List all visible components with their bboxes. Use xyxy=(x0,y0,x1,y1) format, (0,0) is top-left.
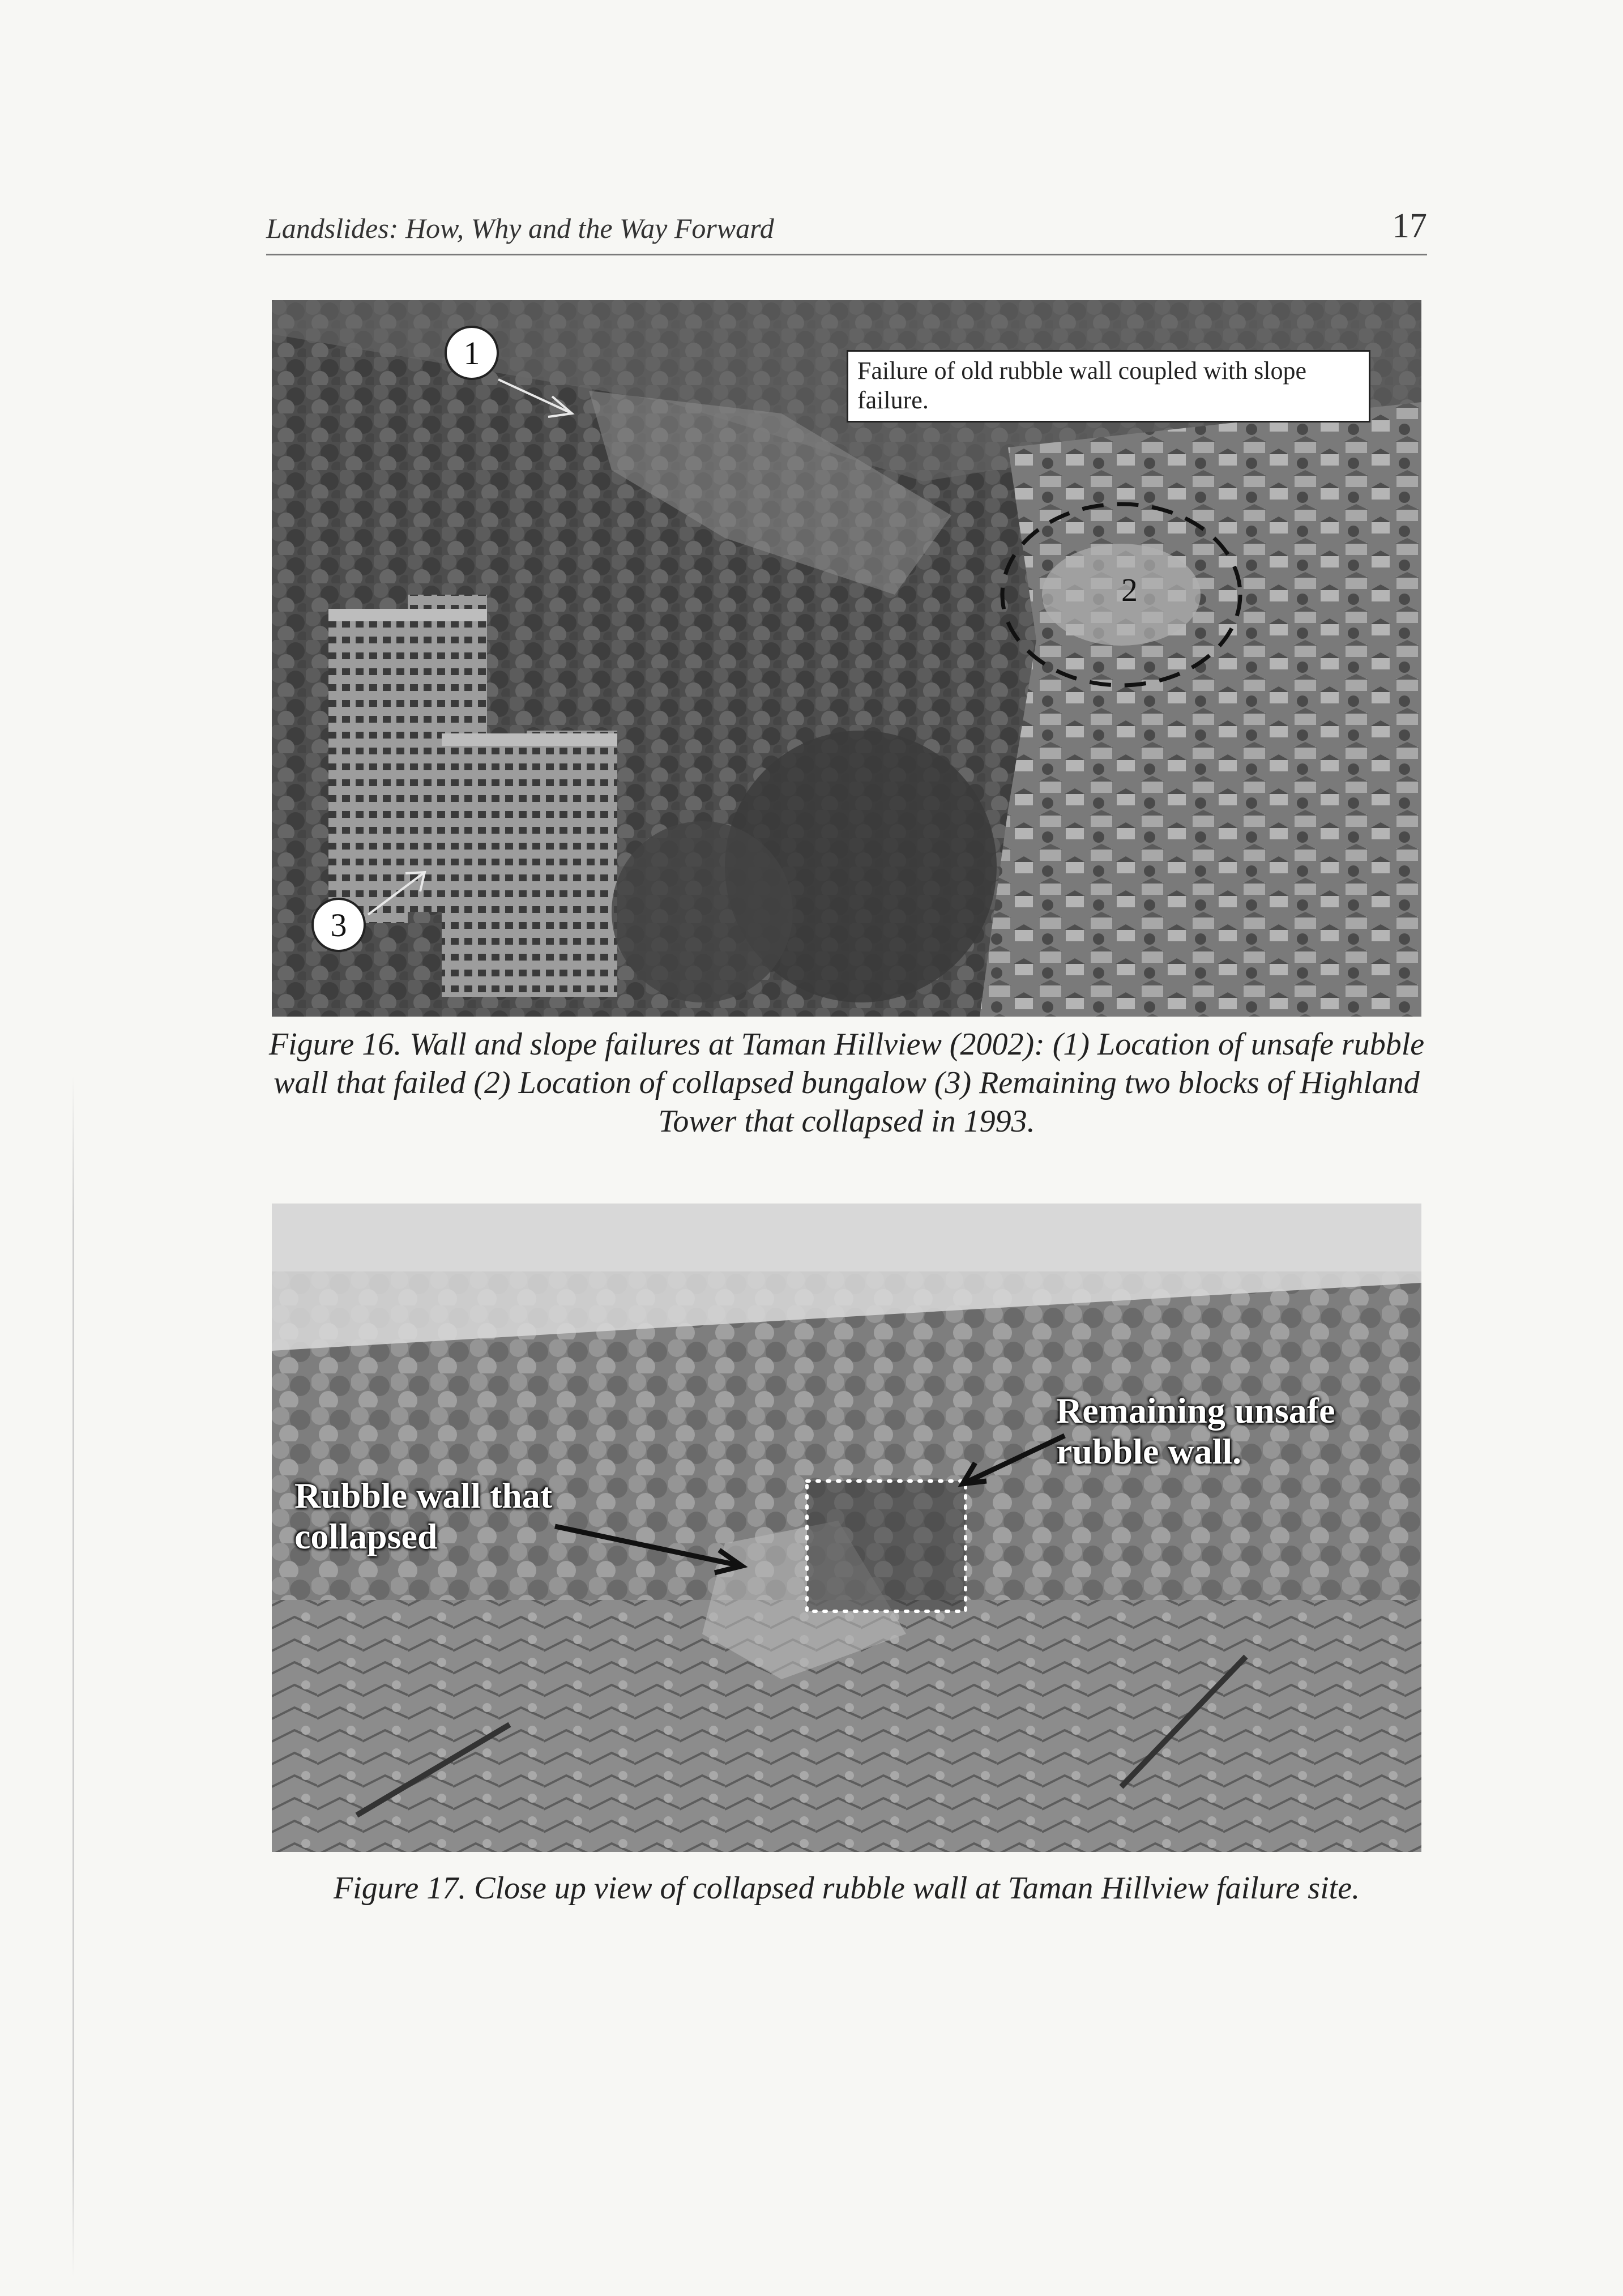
residential-area xyxy=(980,402,1421,1017)
figure-17-caption: Figure 17. Close up view of collapsed rubble wall at Taman Hillview failure site. xyxy=(333,1871,1360,1906)
running-header xyxy=(266,207,1427,255)
running-title: Landslides: How, Why and the Way Forward xyxy=(266,212,774,244)
figure-16-caption: Figure 16. Wall and slope failures at Taman Hillview (2002): (1) Location of unsafe rubble wall that failed (2) Location of collapsed bungalow (3) Remaining two blocks of Highland Tower that collapsed in 1993. xyxy=(268,1027,1425,1139)
figure-17-photo xyxy=(272,1204,1421,1852)
marker-1: 1 xyxy=(445,326,499,380)
label-rubble-wall-collapsed: Rubble wall that collapsed xyxy=(294,1475,553,1556)
page-binding-edge xyxy=(72,1076,74,2277)
marker-2: 2 xyxy=(1121,571,1138,608)
figure-16-callout: Failure of old rubble wall coupled with slope failure. xyxy=(847,350,1370,423)
figure-16-photo xyxy=(272,300,1421,1017)
remaining-wall-area xyxy=(807,1481,966,1611)
page-number: 17 xyxy=(1392,207,1427,245)
marker-3: 3 xyxy=(311,898,366,952)
label-remaining-unsafe-wall: Remaining unsafe rubble wall. xyxy=(1056,1390,1335,1471)
